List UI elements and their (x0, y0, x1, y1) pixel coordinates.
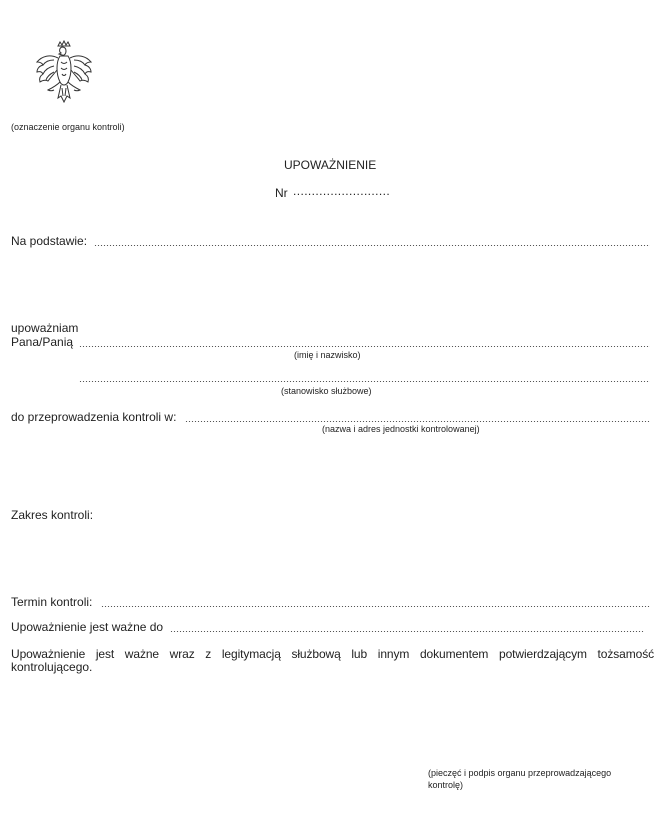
number-dots: .......................... (293, 184, 391, 198)
scope-label: Zakres kontroli: (11, 508, 94, 522)
validity-label: Upoważnienie jest ważne do (11, 620, 164, 634)
polish-eagle-emblem-icon (32, 40, 96, 108)
position-caption: (stanowisko służbowe) (281, 386, 372, 396)
authorize-label: upoważniam (11, 321, 79, 335)
document-title: UPOWAŻNIENIE (284, 158, 377, 172)
control-dotted-line (185, 421, 650, 422)
signature-caption-1: (pieczęć i podpis organu przeprowadzającego (428, 768, 612, 778)
term-label: Termin kontroli: (11, 595, 93, 609)
organ-caption: (oznaczenie organu kontroli) (11, 122, 125, 132)
number-label: Nr (275, 186, 288, 200)
note-line-1: Upoważnienie jest ważne wraz z legitymacją służbową lub innym dokumentem potwierdzającym tożsamość (11, 647, 654, 661)
unit-caption: (nazwa i adres jednostki kontrolowanej) (322, 424, 480, 434)
note-line-2: kontrolującego. (11, 660, 93, 674)
control-label: do przeprowadzenia kontroli w: (11, 410, 177, 424)
position-dotted-line (79, 381, 650, 382)
term-dotted-line (101, 606, 650, 607)
basis-dotted-line (94, 245, 650, 246)
validity-dotted-line (170, 631, 644, 632)
signature-caption-2: kontrolę) (428, 780, 464, 790)
basis-label: Na podstawie: (11, 234, 88, 248)
person-label: Pana/Panią (11, 335, 74, 349)
name-dotted-line (79, 346, 650, 347)
name-caption: (imię i nazwisko) (294, 350, 361, 360)
